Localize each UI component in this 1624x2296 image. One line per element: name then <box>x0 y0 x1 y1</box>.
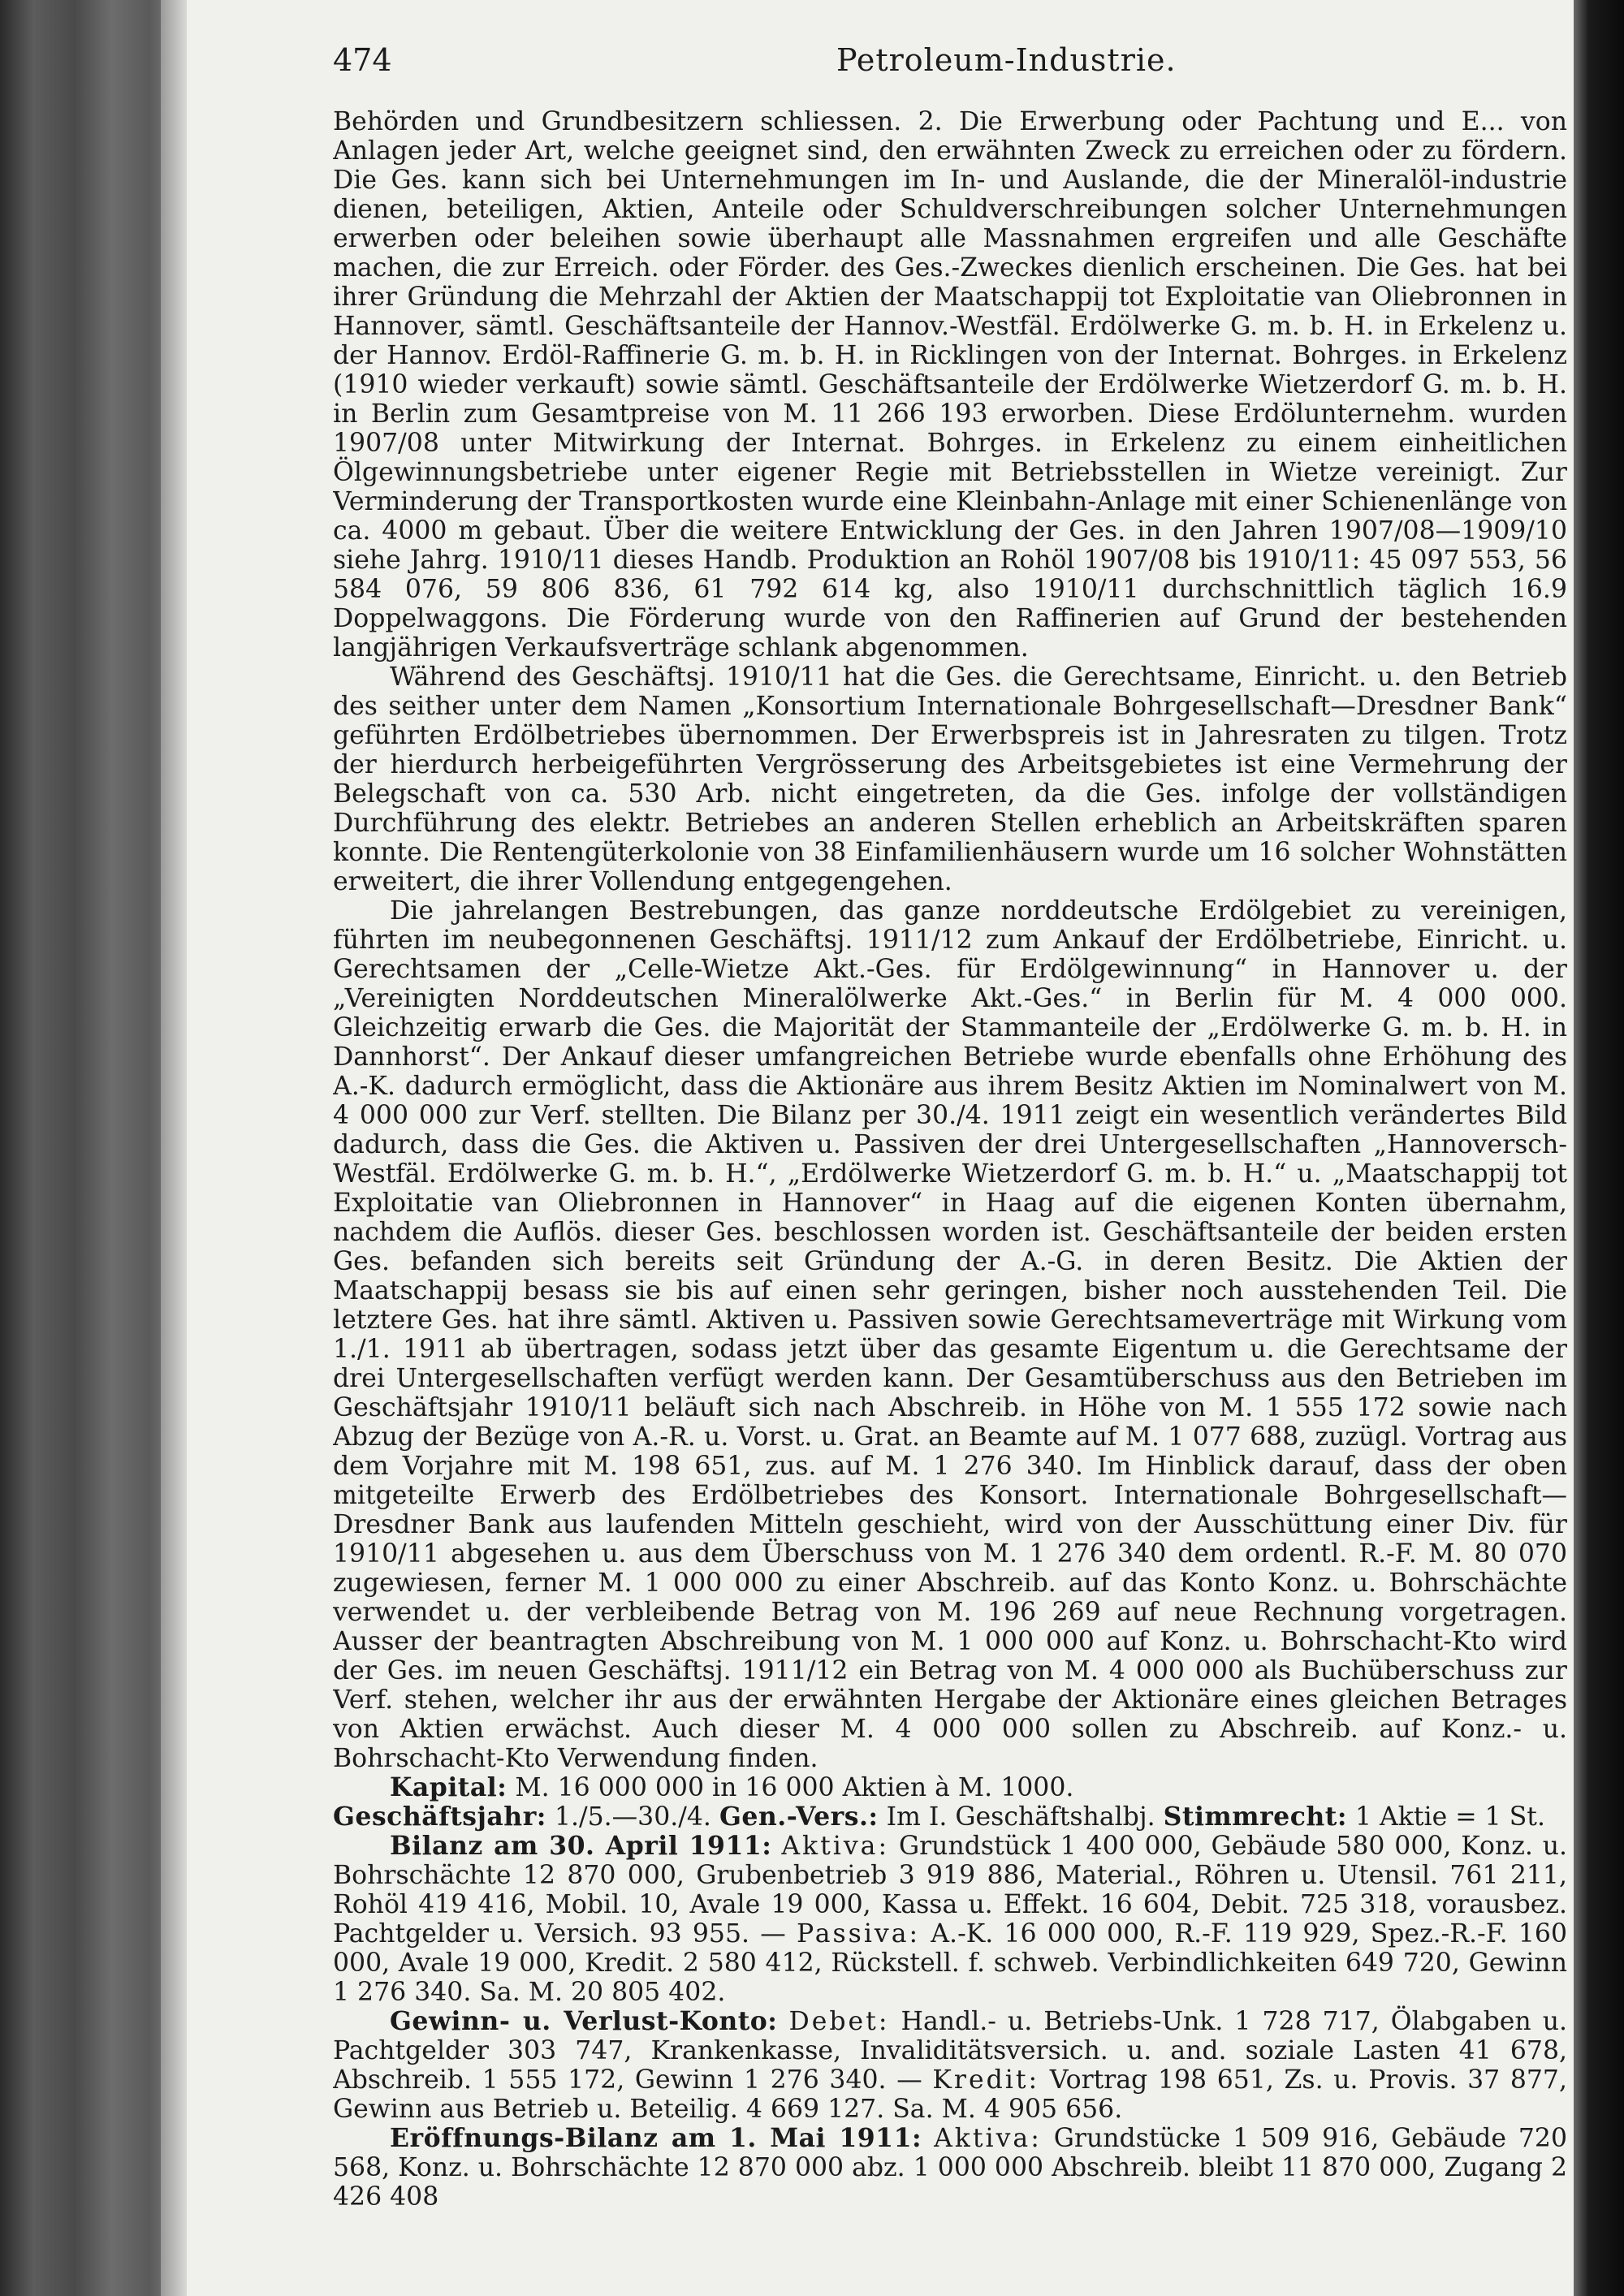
gen-vers-text: Im I. Geschäftshalbj. <box>878 1802 1164 1832</box>
running-title: Petroleum-Industrie. <box>836 42 1177 78</box>
eroeffnung-label: Eröffnungs-Bilanz am 1. Mai 1911: <box>390 2123 922 2153</box>
scan-binding-edge <box>0 0 187 2296</box>
guv-debet-label: Debet: <box>788 2007 890 2036</box>
paragraph-2: Während des Geschäftsj. 1910/11 hat die Ges. die Gerechtsame, Einricht. u. den Betrieb des seither unter dem Namen „Konsortium Internationale Bohrgesellschaft—Dresdner Bank“ geführten Erdölbetriebes übernommen. Der Erwerbspreis ist in Jahresraten zu tilgen. Trotz der hierdurch herbeigeführten Vergrösserung des Arbeitsgebietes ist eine Vermehrung der Belegschaft von ca. 530 Arb. nicht eingetreten, da die Ges. infolge der vollständigen Durchführung des elektr. Betriebes an anderen Stellen erheblich an Arbeitskräften sparen konnte. Die Rentengüterkolonie von 38 Einfamilienhäusern wurde um 16 solcher Wohnstätten erweitert, die ihrer Vollendung entgegengehen. <box>333 662 1567 896</box>
bilanz-label: Bilanz am 30. April 1911: <box>390 1831 772 1861</box>
kapital-text: M. 16 000 000 in 16 000 Aktien à M. 1000. <box>507 1773 1074 1802</box>
page-header <box>333 42 1551 83</box>
geschaeftsjahr-entry <box>333 1802 1567 1832</box>
geschaeftsjahr-label: Geschäftsjahr: <box>333 1802 546 1832</box>
eroeffnung-aktiva-text: Grundstücke 1 509 916, Gebäude 720 568, Konz. u. Bohrschächte 12 870 000 abz. 1 000 000 Abschreib. bleibt 11 870 000, Zugang 2 426 408 <box>333 2124 1567 2212</box>
body-text <box>333 107 1567 2283</box>
scan-right-edge <box>1574 0 1624 2296</box>
stimmrecht-label: Stimmrecht: <box>1163 1802 1347 1832</box>
kapital-entry <box>333 1773 1567 1802</box>
bilanz-passiva-label: Passiva: <box>796 1919 921 1949</box>
bilanz-passiva-text: A.-K. 16 000 000, R.-F. 119 929, Spez.-R.-F. 160 000, Avale 19 000, Kredit. 2 580 412, Rückstell. f. schweb. Verbindlichkeiten 649 720, Gewinn 1 276 340. Sa. M. 20 805 402. <box>333 1919 1567 2007</box>
guv-label: Gewinn- u. Verlust-Konto: <box>390 2006 778 2036</box>
kapital-label: Kapital: <box>390 1772 508 1802</box>
paragraph-1: Behörden und Grundbesitzern schliessen. 2. Die Erwerbung oder Pachtung und E... von Anlagen jeder Art, welche geeignet sind, den erwähnten Zweck zu erreichen oder zu fördern. Die Ges. kann sich bei Unternehmungen im In- und Auslande, die der Mineralöl-industrie dienen, beteiligen, Aktien, Anteile oder Schuldverschreibungen solcher Unternehmungen erwerben oder beleihen sowie überhaupt alle Massnahmen ergreifen und alle Geschäfte machen, die zur Erreich. oder Förder. des Ges.-Zweckes dienlich erscheinen. Die Ges. hat bei ihrer Gründung die Mehrzahl der Aktien der Maatschappij tot Exploitatie van Oliebronnen in Hannover, sämtl. Geschäftsanteile der Hannov.-Westfäl. Erdölwerke G. m. b. H. in Erkelenz u. der Hannov. Erdöl-Raffinerie G. m. b. H. in Ricklingen von der Internat. Bohrges. in Erkelenz (1910 wieder verkauft) sowie sämtl. Geschäftsanteile der Erdölwerke Wietzerdorf G. m. b. H. in Berlin zum Gesamtpreise von M. 11 266 193 erworben. Diese Erdölunternehm. wurden 1907/08 unter Mitwirkung der Internat. Bohrges. in Erkelenz zu einem einheitlichen Ölgewinnungsbetriebe unter eigener Regie mit Betriebsstellen in Wietze vereinigt. Zur Verminderung der Transportkosten wurde eine Kleinbahn-Anlage mit einer Schienenlänge von ca. 4000 m gebaut. Über die weitere Entwicklung der Ges. in den Jahren 1907/08—1909/10 siehe Jahrg. 1910/11 dieses Handb. Produktion an Rohöl 1907/08 bis 1910/11: 45 097 553, 56 584 076, 59 806 836, 61 792 614 kg, also 1910/11 durchschnittlich täglich 16.9 Doppelwaggons. Die Förderung wurde von den Raffinerien auf Grund der bestehenden langjährigen Verkaufsverträge schlank abgenommen. <box>333 107 1567 662</box>
eroeffnung-aktiva-label: Aktiva: <box>934 2124 1042 2153</box>
eroeffnung-entry <box>333 2124 1567 2212</box>
paragraph-3: Die jahrelangen Bestrebungen, das ganze norddeutsche Erdölgebiet zu vereinigen, führten im neubegonnenen Geschäftsj. 1911/12 zum Ankauf der Erdölbetriebe, Einricht. u. Gerechtsamen der „Celle-Wietze Akt.-Ges. für Erdölgewinnung“ in Hannover u. der „Vereinigten Norddeutschen Mineralölwerke Akt.-Ges.“ in Berlin für M. 4 000 000. Gleichzeitig erwarb die Ges. die Majorität der Stammanteile der „Erdölwerke G. m. b. H. in Dannhorst“. Der Ankauf dieser umfangreichen Betriebe wurde ebenfalls ohne Erhöhung des A.-K. dadurch ermöglicht, dass die Aktionäre aus ihrem Besitz Aktien im Nominalwert von M. 4 000 000 zur Verf. stellten. Die Bilanz per 30./4. 1911 zeigt ein wesentlich verändertes Bild dadurch, dass die Ges. die Aktiven u. Passiven der drei Untergesellschaften „Hannoversch-Westfäl. Erdölwerke G. m. b. H.“, „Erdölwerke Wietzerdorf G. m. b. H.“ u. „Maatschappij tot Exploitatie van Oliebronnen in Hannover“ in Haag auf die eigenen Konten übernahm, nachdem die Auflös. dieser Ges. beschlossen worden ist. Geschäftsanteile der beiden ersten Ges. befanden sich bereits seit Gründung der A.-G. in deren Besitz. Die Aktien der Maatschappij besass sie bis auf einen sehr geringen, bisher noch ausstehenden Teil. Die letztere Ges. hat ihre sämtl. Aktiven u. Passiven sowie Gerechtsameverträge mit Wirkung vom 1./1. 1911 ab übertragen, sodass jetzt über das gesamte Eigentum u. die Gerechtsame der drei Untergesellschaften verfügt werden kann. Der Gesamtüberschuss aus den Betrieben im Geschäftsjahr 1910/11 beläuft sich nach Abschreib. in Höhe von M. 1 555 172 sowie nach Abzug der Bezüge von A.-R. u. Vorst. u. Grat. an Beamte auf M. 1 077 688, zuzügl. Vortrag aus dem Vorjahre mit M. 198 651, zus. auf M. 1 276 340. Im Hinblick darauf, dass der oben mitgeteilte Erwerb des Erdölbetriebes des Konsort. Internationale Bohrgesellschaft—Dresdner Bank aus laufenden Mitteln geschieht, wird von der Ausschüttung einer Div. für 1910/11 abgesehen u. aus dem Überschuss von M. 1 276 340 dem ordentl. R.-F. M. 80 070 zugewiesen, ferner M. 1 000 000 zu einer Abschreib. auf das Konto Konz. u. Bohrschächte verwendet u. der verbleibende Betrag von M. 196 269 auf neue Rechnung vorgetragen. Ausser der beantragten Abschreibung von M. 1 000 000 auf Konz. u. Bohrschacht-Kto wird der Ges. im neuen Geschäftsj. 1911/12 ein Betrag von M. 4 000 000 als Buchüberschuss zur Verf. stehen, welcher ihr aus der erwähnten Hergabe der Aktionäre eines gleichen Betrages von Aktien erwächst. Auch dieser M. 4 000 000 sollen zu Abschreib. auf Konz.- u. Bohrschacht-Kto Verwendung finden. <box>333 896 1567 1773</box>
geschaeftsjahr-text: 1./5.—30./4. <box>546 1802 719 1832</box>
bilanz-entry <box>333 1832 1567 2007</box>
bilanz-aktiva-label: Aktiva: <box>781 1832 890 1861</box>
guv-kredit-label: Kredit: <box>932 2065 1040 2095</box>
gen-vers-label: Gen.-Vers.: <box>719 1802 879 1832</box>
bilanz-aktiva-text: Grundstück 1 400 000, Gebäude 580 000, Konz. u. Bohrschächte 12 870 000, Grubenbetrieb 3 919 886, Material., Röhren u. Utensil. 761 211, Rohöl 419 416, Mobil. 10, Avale 19 000, Kassa u. Effekt. 16 604, Debit. 725 318, vorausbez. Pachtgelder u. Versich. 93 955. — <box>333 1832 1567 1949</box>
guv-entry <box>333 2007 1567 2124</box>
page-number: 474 <box>333 42 392 78</box>
stimmrecht-text: 1 Aktie = 1 St. <box>1346 1802 1545 1832</box>
guv-kredit-text: Vortrag 198 651, Zs. u. Provis. 37 877, Gewinn aus Betrieb u. Beteilig. 4 669 127. Sa. M. 4 905 656. <box>333 2065 1567 2124</box>
guv-debet-text: Handl.- u. Betriebs-Unk. 1 728 717, Ölabgaben u. Pachtgelder 303 747, Krankenkasse, Invaliditätsversich. u. and. soziale Lasten 41 678, Abschreib. 1 555 172, Gewinn 1 276 340. — <box>333 2007 1567 2095</box>
